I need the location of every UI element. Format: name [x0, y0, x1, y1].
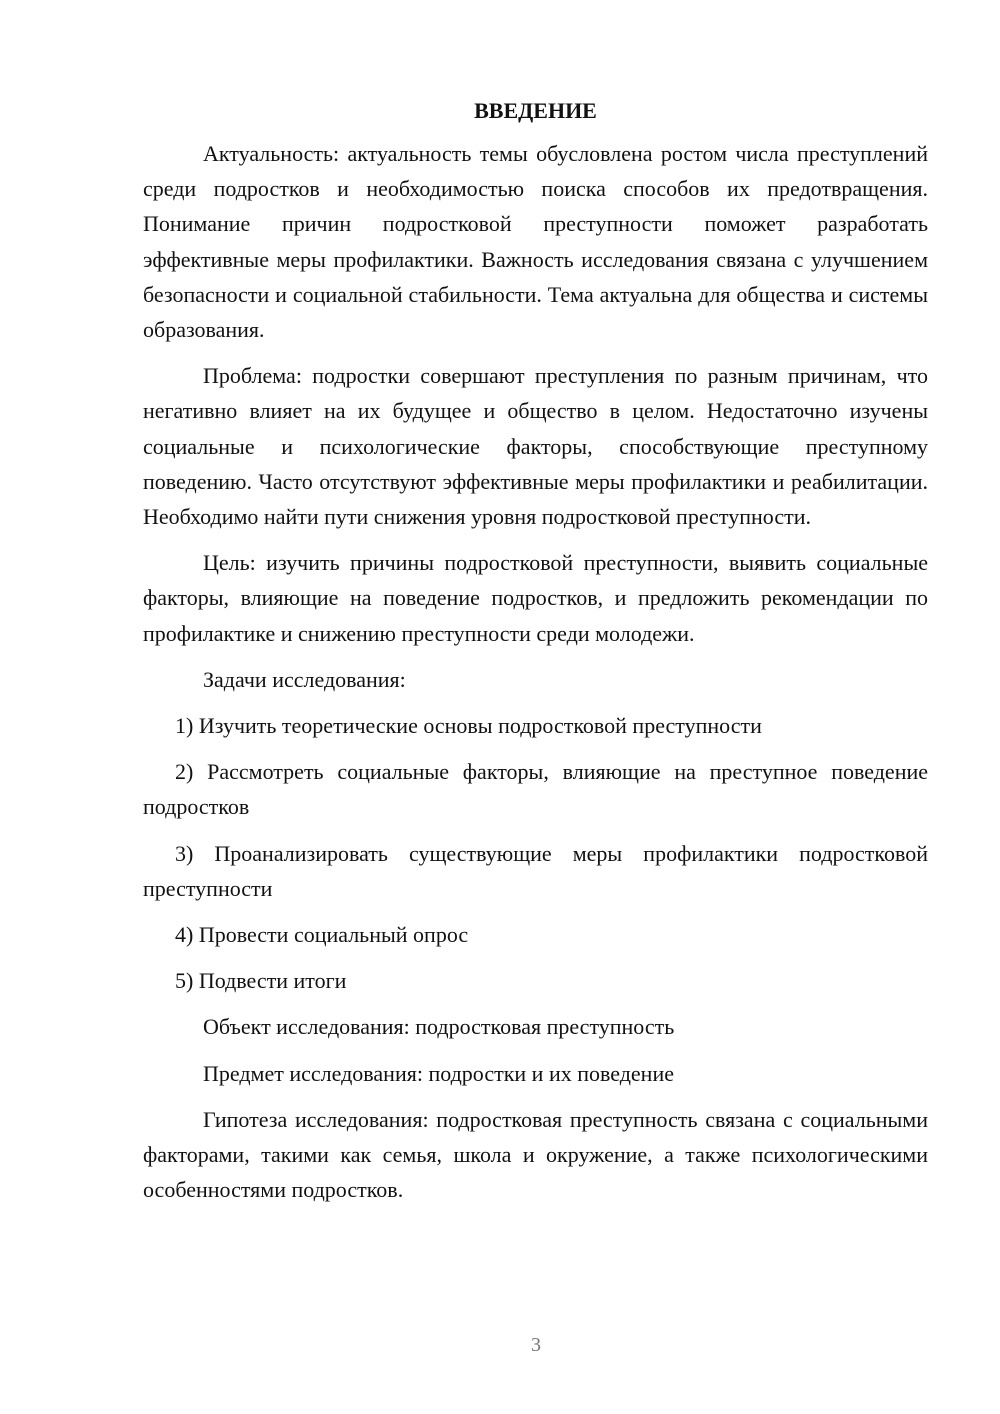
task-item-5: 5) Подвести итоги: [175, 968, 347, 994]
task-item-2: 2) Рассмотреть социальные факторы, влияющие на преступное поведение подростков: [143, 759, 928, 820]
problem-paragraph: Проблема: подростки совершают преступления по разным причинам, что негативно влияет на их будущее и общество в целом. Недостаточно изучены социальные и психологические факторы, способствующие преступному поведению. Часто отсутствуют эффективные меры профилактики и реабилитации. Необходимо найти пути снижения уровня подростковой преступности.: [143, 363, 928, 530]
task-item-4: 4) Провести социальный опрос: [175, 922, 469, 948]
research-subject: Предмет исследования: подростки и их поведение: [203, 1060, 674, 1086]
section-title: ВВЕДЕНИЕ: [474, 98, 597, 123]
page-number: 3: [531, 1334, 541, 1356]
research-object: Объект исследования: подростковая преступность: [203, 1014, 675, 1040]
hypothesis-paragraph: Гипотеза исследования: подростковая преступность связана с социальными факторами, такими как семья, школа и окружение, а также психологическими особенностями подростков.: [143, 1106, 928, 1203]
tasks-heading: Задачи исследования:: [203, 666, 406, 692]
goal-paragraph: Цель: изучить причины подростковой преступности, выявить социальные факторы, влияющие на поведение подростков, и предложить рекомендации по профилактике и снижению преступности среди молодежи.: [143, 550, 928, 646]
page-content: [143, 95, 928, 1218]
task-item-3: 3) Проанализировать существующие меры профилактики подростковой преступности: [143, 840, 928, 901]
task-item-1: 1) Изучить теоретические основы подростковой преступности: [175, 713, 762, 739]
relevance-paragraph: Актуальность: актуальность темы обусловлена ростом числа преступлений среди подростков и необходимостью поиска способов их предотвращения. Понимание причин подростковой преступности поможет разработать эффективные меры профилактики. Важность исследования связана с улучшением безопасности и социальной стабильности. Тема актуальна для общества и системы образования.: [143, 141, 928, 343]
